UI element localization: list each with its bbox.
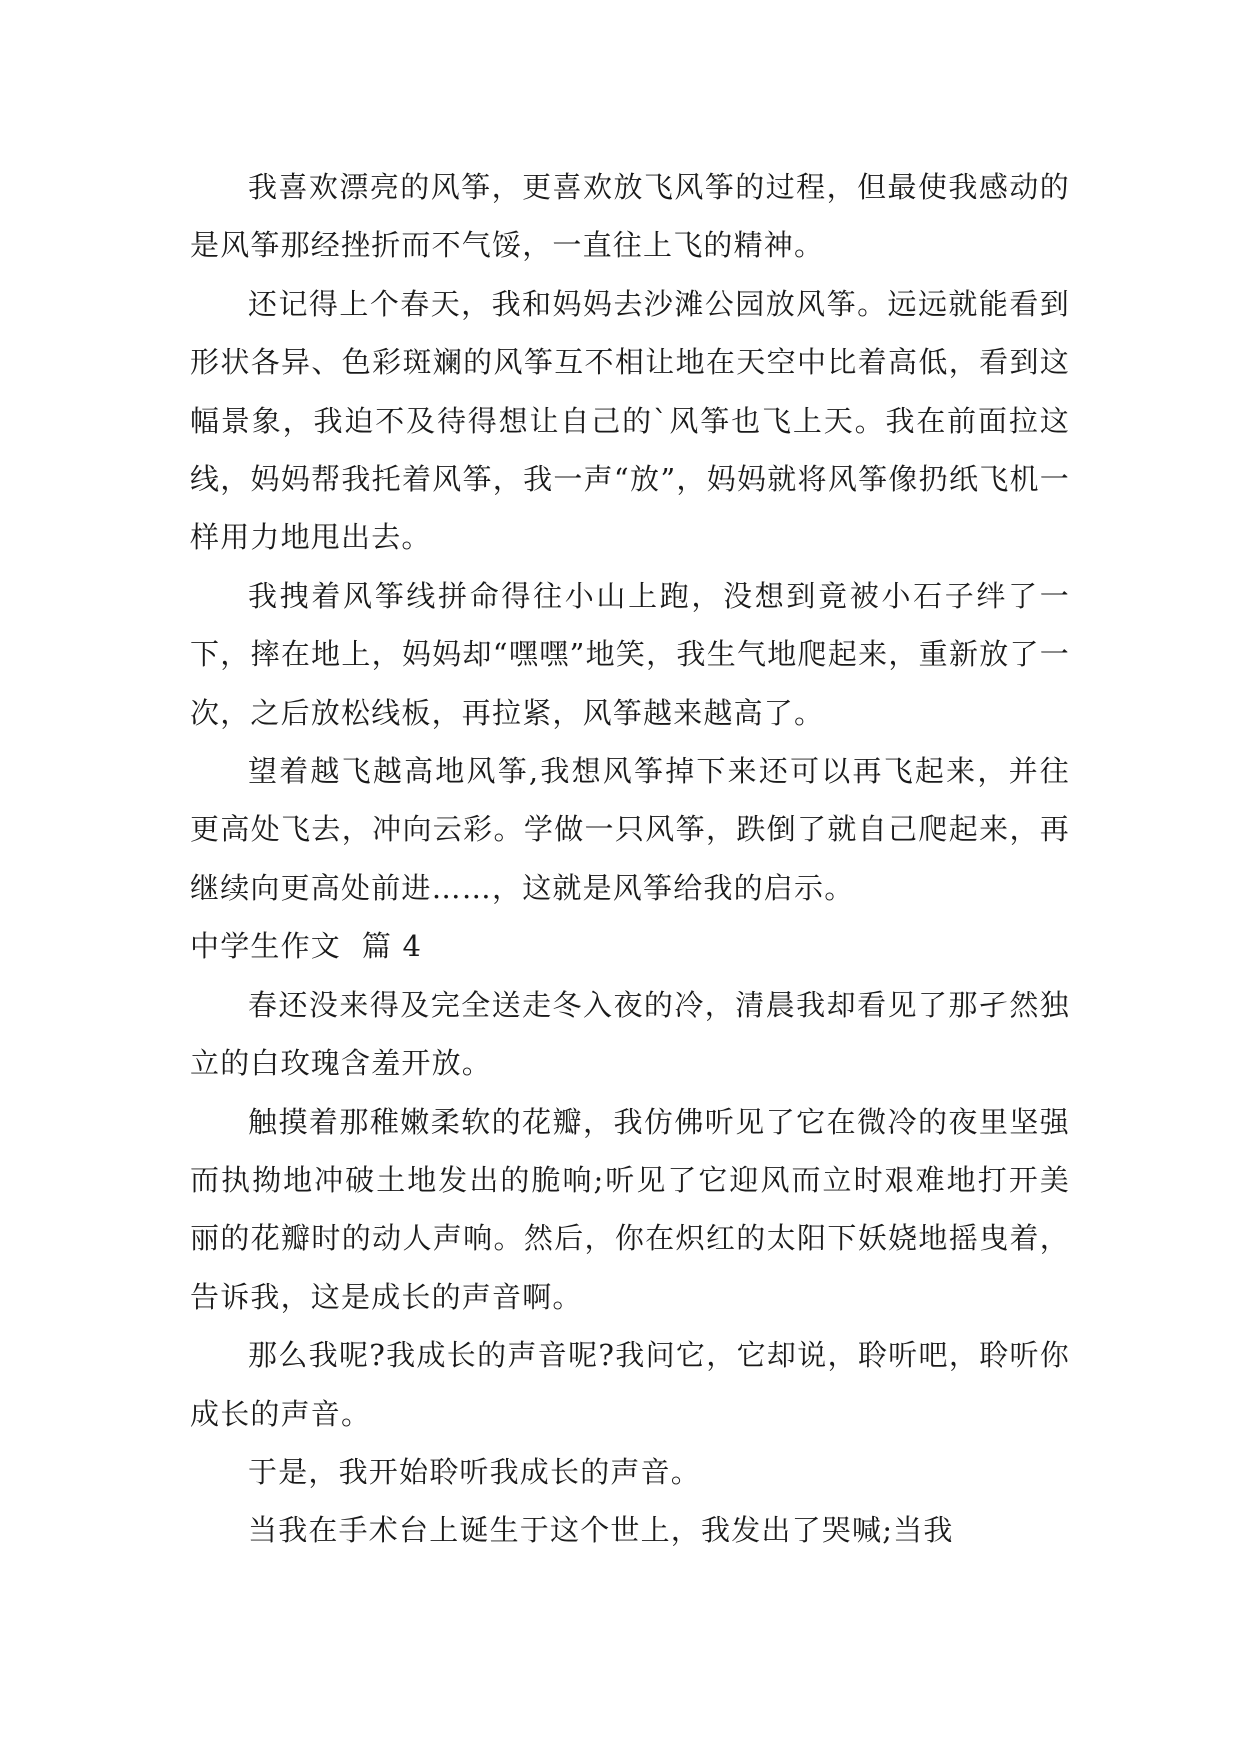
paragraph-kite-lesson: 望着越飞越高地风筝,我想风筝掉下来还可以再飞起来，并往更高处飞去，冲向云彩。学做一只风筝，跌倒了就自己爬起来，再继续向更高处前进……，这就是风筝给我的启示。	[190, 754, 1070, 905]
paragraph-birth: 当我在手术台上诞生于这个世上，我发出了哭喊;当我	[248, 1513, 954, 1548]
document-body	[190, 158, 1070, 1560]
paragraph-listen: 于是，我开始聆听我成长的声音。	[248, 1454, 702, 1489]
paragraph-kite-intro: 我喜欢漂亮的风筝，更喜欢放飞风筝的过程，但最使我感动的是风筝那经挫折而不气馁，一直往上飞的精神。	[190, 170, 1070, 263]
paragraph-my-growth: 那么我呢?我成长的声音呢?我问它，它却说，聆听吧，聆听你成长的声音。	[190, 1338, 1070, 1431]
paragraph-kite-fall: 我拽着风筝线拼命得往小山上跑，没想到竟被小石子绊了一下，摔在地上，妈妈却“嘿嘿”地笑，我生气地爬起来，重新放了一次，之后放松线板，再拉紧，风筝越来越高了。	[190, 578, 1070, 730]
section-heading: 中学生作文 篇 4	[190, 929, 423, 964]
paragraph-kite-spring: 还记得上个春天，我和妈妈去沙滩公园放风筝。远远就能看到形状各异、色彩斑斓的风筝互不相让地在天空中比着高低，看到这幅景象，我迫不及待得想让自己的`风筝也飞上天。我在前面拉这线，妈妈帮我托着风筝，我一声“放”，妈妈就将风筝像扔纸飞机一样用力地甩出去。	[190, 286, 1070, 555]
paragraph-rose-touch: 触摸着那稚嫩柔软的花瓣，我仿佛听见了它在微冷的夜里坚强而执拗地冲破土地发出的脆响;听见了它迎风而立时艰难地打开美丽的花瓣时的动人声响。然后，你在炽红的太阳下妖娆地摇曳着，告诉我，这是成长的声音啊。	[190, 1104, 1070, 1314]
paragraph-rose-intro: 春还没来得及完全送走冬入夜的冷，清晨我却看见了那孑然独立的白玫瑰含羞开放。	[190, 987, 1070, 1081]
